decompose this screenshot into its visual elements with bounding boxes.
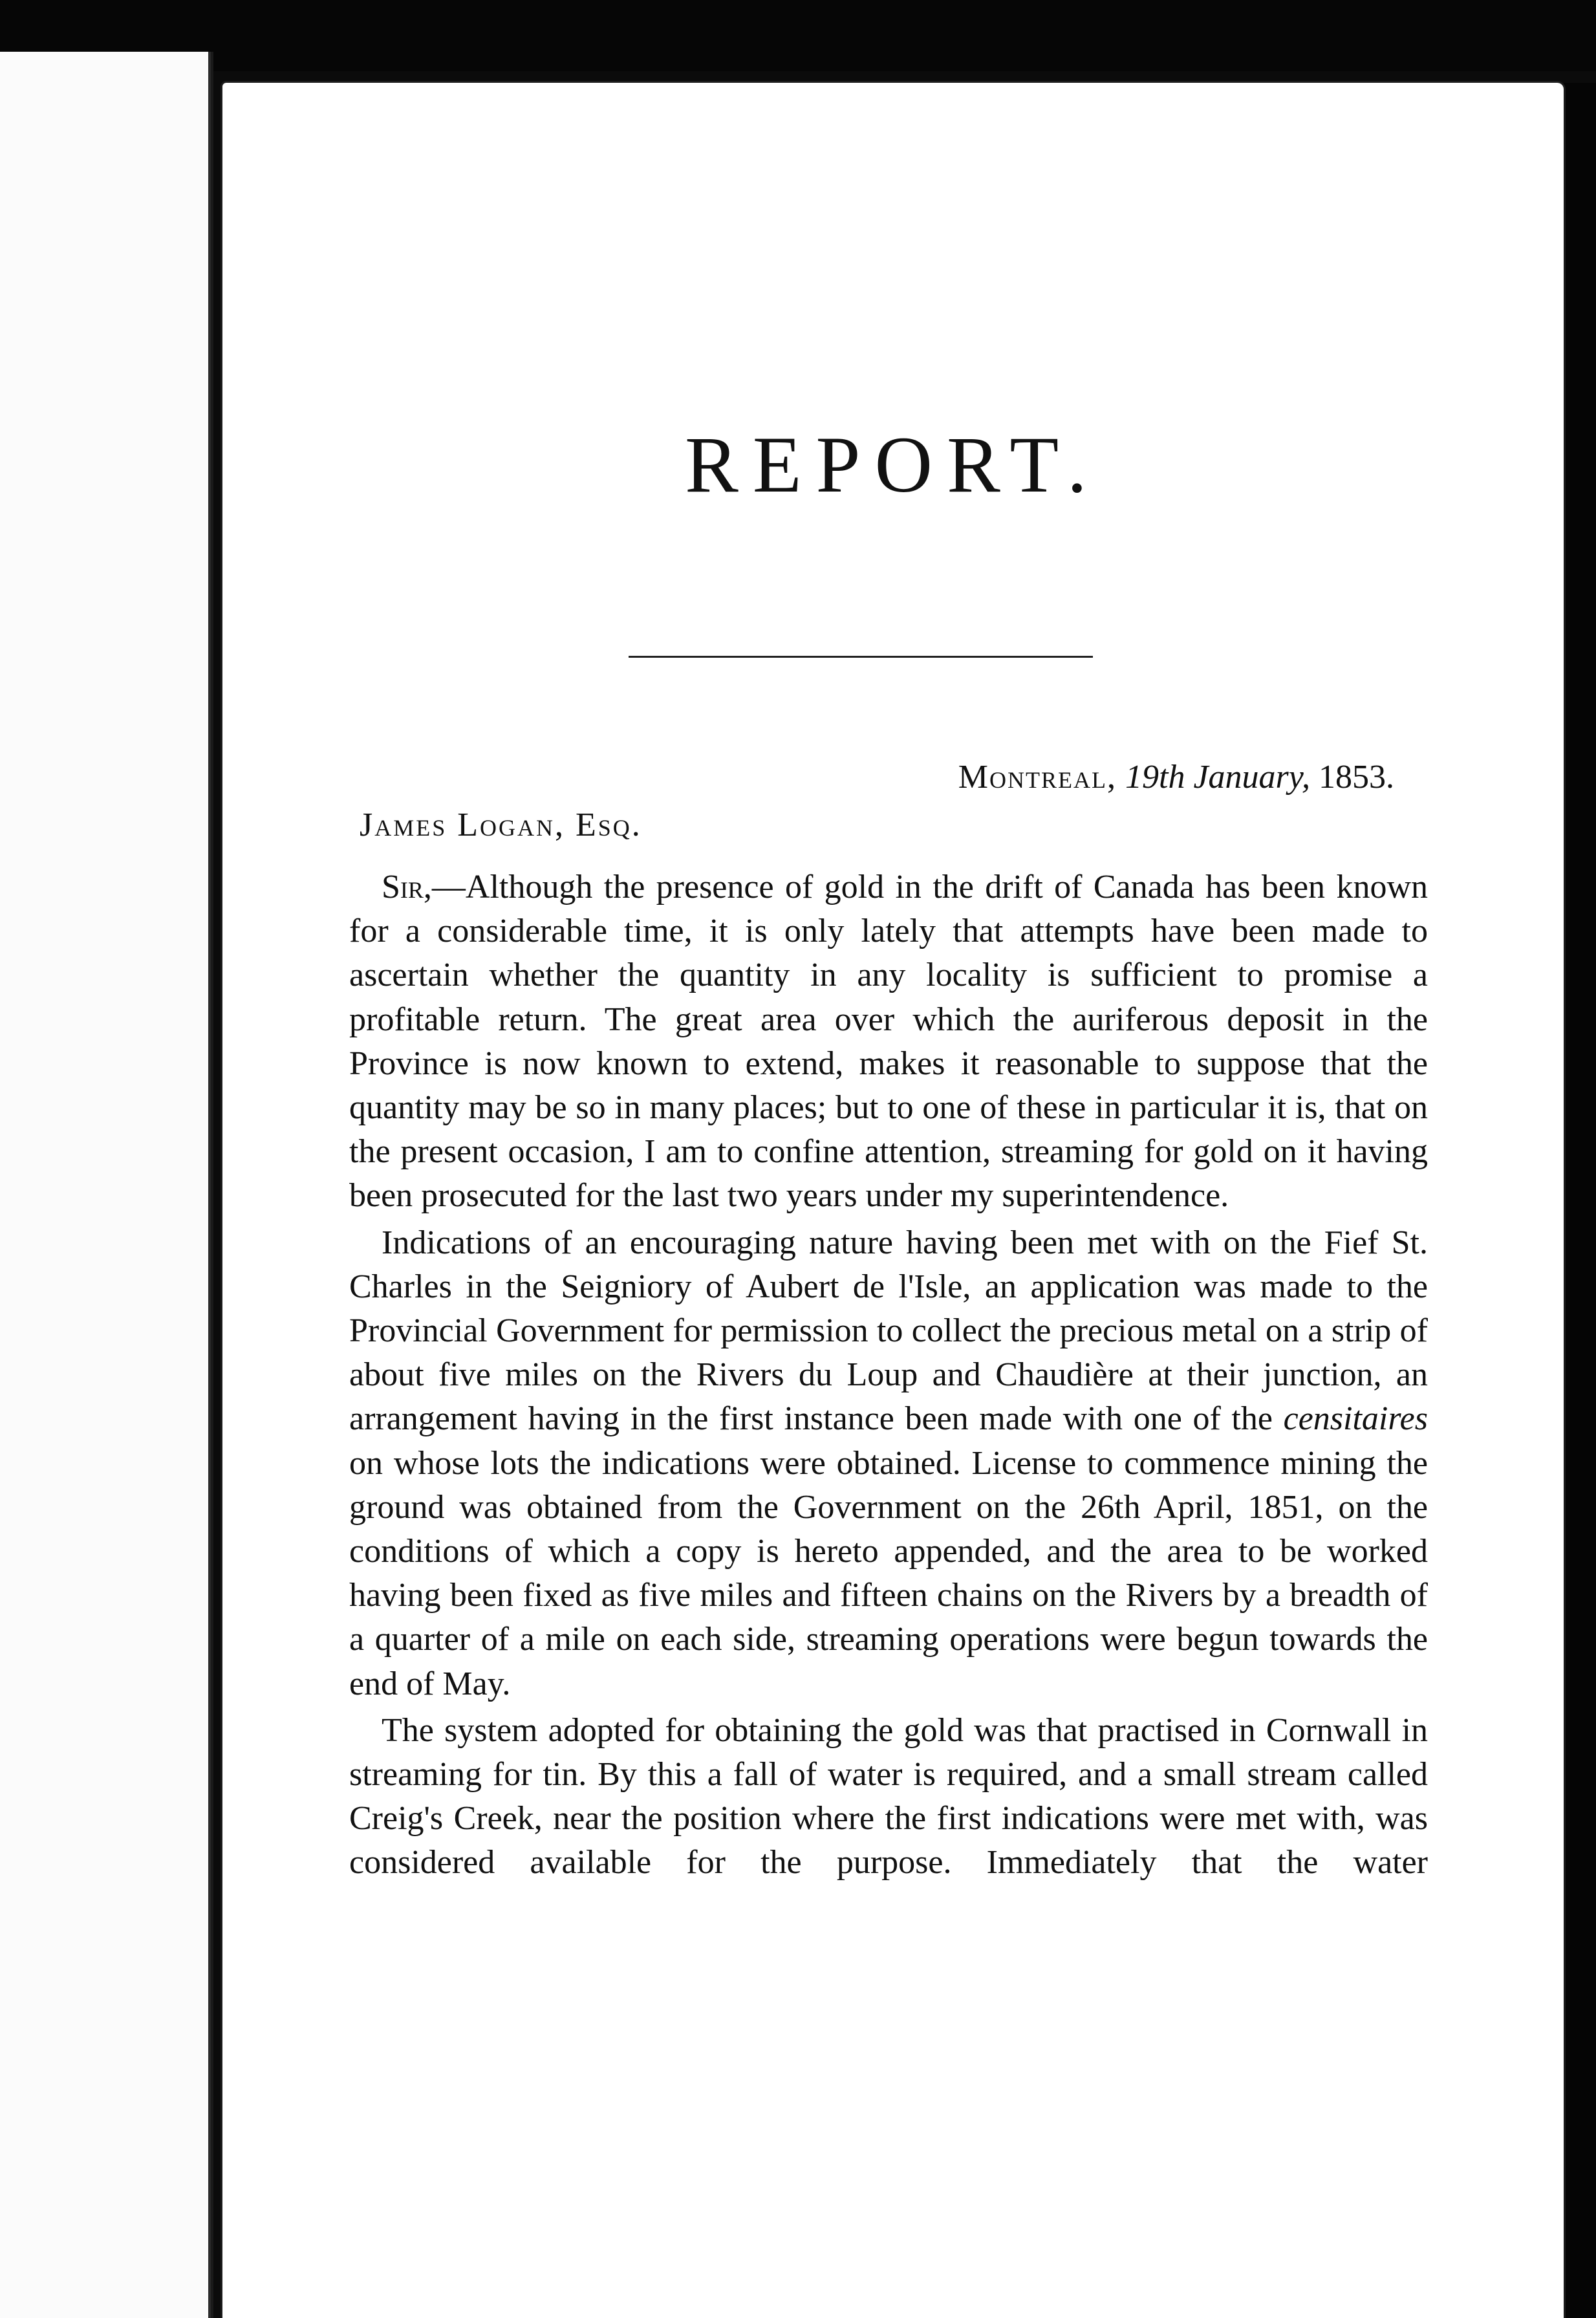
scan-border-top: [0, 0, 1596, 71]
scan-border-right: [1564, 83, 1596, 2318]
dateline-date: 19th January,: [1125, 759, 1310, 796]
dateline-year: 1853.: [1319, 759, 1394, 796]
letter-body: [349, 865, 1428, 1885]
dateline: [958, 758, 1394, 796]
paragraph-1-text: —Although the presence of gold in the drift of Canada has been known for a considerable time, it is only lately that attempts have been made to ascertain whether the quantity in any locality is sufficient to promise a profitable return. The great area over which the auriferous deposit in the Province is now known to extend, makes it reasonable to suppose that the quantity may be so in many places; but to one of these in particular it is, that on the present occasion, I am to confine attention, streaming for gold on it having been prosecuted for the last two years under my superintendence.: [349, 869, 1428, 1215]
paragraph-2-text-after: on whose lots the indications were obtained. License to commence mining the ground was obtained from the Government on the 26th April, 1851, on the conditions of which a copy is hereto appended, and the area to be worked having been fixed as five miles and fifteen chains on the Rivers by a breadth of a quarter of a mile on each side, streaming operations were begun towards the end of May.: [349, 1444, 1428, 1702]
page-gutter: [208, 52, 211, 2318]
paragraph-1-lead: Sir,: [382, 869, 432, 905]
paragraph-2-text-before: Indications of an encouraging nature having been met with on the Fief St. Charles in the Seigniory of Aubert de l'Isle, an application was made to the Provincial Government for permission to collect the precious metal on a strip of about five miles on the Rivers du Loup and Chaudière at their junction, an arrangement having in the first instance been made with one of the: [349, 1224, 1428, 1438]
document-page: [222, 83, 1564, 2318]
paragraph-2-emphasis: censitaires: [1283, 1400, 1428, 1438]
dateline-place: Montreal,: [958, 759, 1117, 796]
page-title: REPORT.: [685, 420, 1101, 509]
paragraph-3: [349, 1709, 1428, 1885]
paragraph-3-text: The system adopted for obtaining the gold was that practised in Cornwall in streaming for tin. By this a fall of water is required, and a small stream called Creig's Creek, near the position where the first indications were met with, was considered available for the purpose. Immediately that the water: [349, 1711, 1428, 1881]
title-divider: [629, 656, 1093, 658]
paragraph-1: [349, 865, 1428, 1219]
facing-page-edge: [0, 52, 213, 2318]
addressee: James Logan, Esq.: [360, 807, 642, 843]
paragraph-2: [349, 1221, 1428, 1706]
